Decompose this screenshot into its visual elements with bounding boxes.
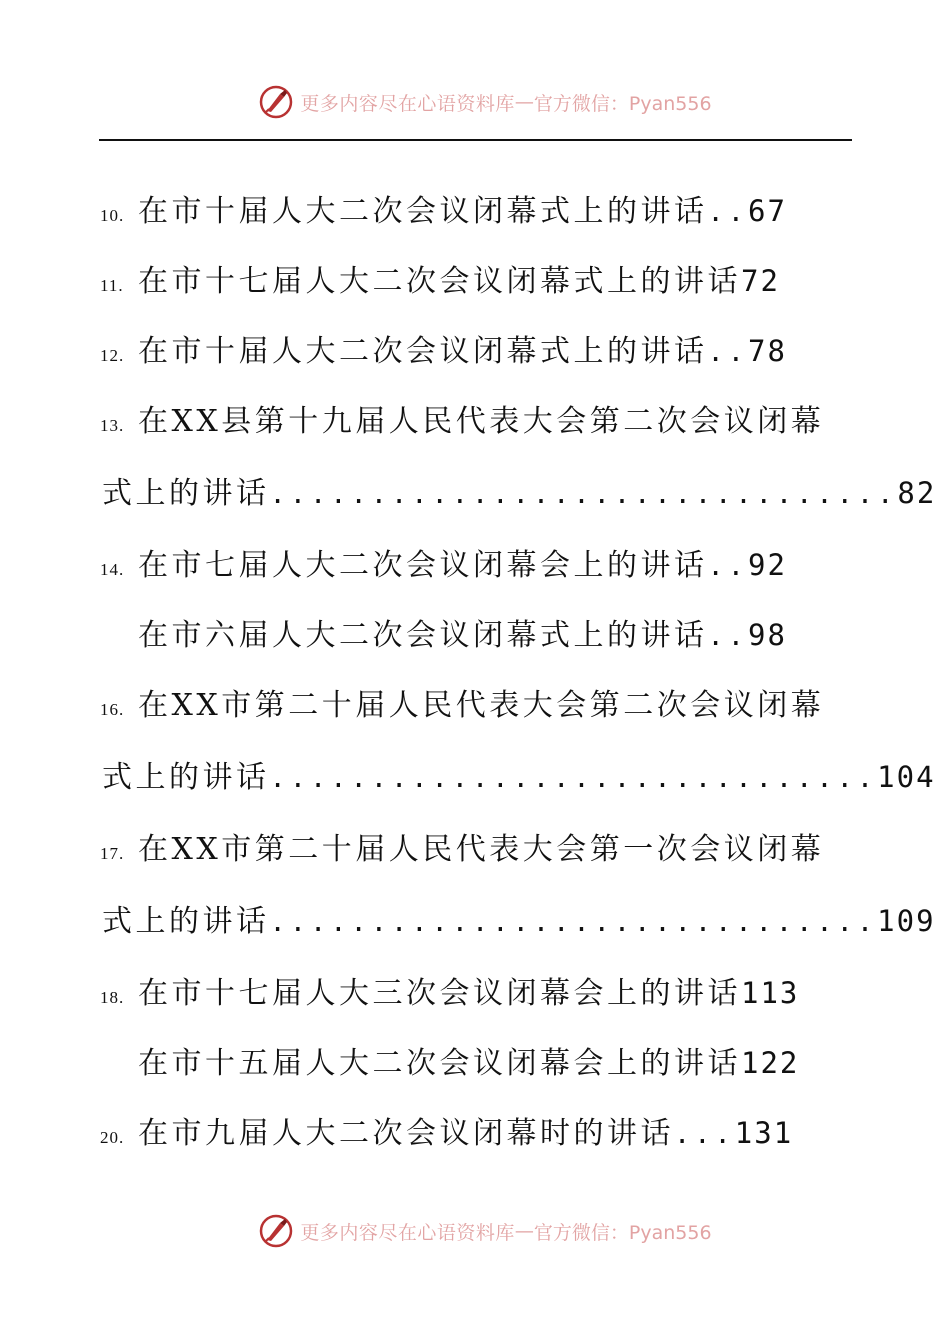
header-banner-content xyxy=(258,84,711,120)
toc-entry-leader: .. xyxy=(707,551,749,582)
footer-banner xyxy=(0,1209,950,1253)
header-banner-wechat: 官方微信：Pyan556 xyxy=(533,92,712,115)
toc-entry-page: 122 xyxy=(741,1046,800,1080)
toc-entry-page: 113 xyxy=(741,976,800,1010)
toc-entry-13[interactable] xyxy=(100,396,824,442)
header-banner-separator: — xyxy=(514,91,534,113)
header-banner-text: 更多内容尽在心语资料库 xyxy=(300,92,515,115)
toc-entry-10[interactable] xyxy=(100,186,787,232)
toc-entry-title: 在市十届人大二次会议闭幕式上的讲话 xyxy=(138,194,708,229)
footer-banner-separator: — xyxy=(514,1220,534,1242)
toc-entry-number: 20. xyxy=(100,1128,125,1147)
toc-entry-number: 13. xyxy=(100,416,125,435)
quill-logo-icon xyxy=(258,84,294,120)
toc-entry-leader: .. xyxy=(707,337,749,368)
toc-entry-title: 在市十五届人大二次会议闭幕会上的讲话 xyxy=(138,1046,741,1081)
toc-entry-11[interactable] xyxy=(100,256,780,302)
toc-entry-continuation: 式上的讲话 xyxy=(102,760,270,795)
toc-entry-number: 10. xyxy=(100,206,125,225)
toc-entry-title: 在XX县第十九届人民代表大会第二次会议闭幕 xyxy=(138,404,825,439)
toc-entry-leader: .. xyxy=(707,621,749,652)
toc-entry-title: 在市十届人大二次会议闭幕式上的讲话 xyxy=(138,334,708,369)
toc-entry-title: 在市九届人大二次会议闭幕时的讲话 xyxy=(138,1116,674,1151)
toc-entry-title: 在市十七届人大三次会议闭幕会上的讲话 xyxy=(138,976,741,1011)
toc-entry-page: 67 xyxy=(748,194,787,228)
toc-entry-16-continuation[interactable] xyxy=(102,752,936,798)
footer-banner-content xyxy=(258,1213,711,1249)
toc-entry-number: 12. xyxy=(100,346,125,365)
toc-entry-title: 在市十七届人大二次会议闭幕式上的讲话 xyxy=(138,264,741,299)
toc-entry-continuation: 式上的讲话 xyxy=(102,904,270,939)
footer-banner-wechat: 官方微信：Pyan556 xyxy=(533,1221,712,1244)
toc-entry-number: 18. xyxy=(100,988,125,1007)
toc-entry-16[interactable] xyxy=(100,680,824,726)
toc-entry-page: 72 xyxy=(741,264,780,298)
toc-entry-13-continuation[interactable] xyxy=(102,468,936,514)
toc-entry-page: 92 xyxy=(748,548,787,582)
header-rule xyxy=(99,139,852,141)
toc-entry-page: 131 xyxy=(734,1116,794,1150)
toc-entry-title: 在XX市第二十届人民代表大会第一次会议闭幕 xyxy=(138,832,825,867)
toc-entry-page: 98 xyxy=(748,618,787,652)
toc-entry-number: 16. xyxy=(100,700,125,719)
toc-entry-number: 14. xyxy=(100,560,125,579)
toc-entry-19[interactable] xyxy=(100,1038,799,1084)
quill-logo-icon xyxy=(258,1213,294,1249)
toc-entry-15[interactable] xyxy=(100,610,787,656)
footer-banner-text: 更多内容尽在心语资料库 xyxy=(300,1221,515,1244)
toc-entry-20[interactable] xyxy=(100,1108,793,1154)
toc-entry-page: 78 xyxy=(748,334,787,368)
toc-entry-title: 在市六届人大二次会议闭幕式上的讲话 xyxy=(138,618,708,653)
header-banner xyxy=(0,80,950,124)
toc-entry-leader: ... xyxy=(674,1119,735,1150)
toc-entry-page: 104 xyxy=(877,760,936,794)
toc-entry-number: 11. xyxy=(100,276,124,295)
toc-entry-18[interactable] xyxy=(100,968,799,1014)
toc-entry-leader: ............................... xyxy=(269,479,898,510)
toc-entry-title: 在XX市第二十届人民代表大会第二次会议闭幕 xyxy=(138,688,825,723)
toc-entry-page: 82 xyxy=(897,476,937,510)
toc-entry-14[interactable] xyxy=(100,540,787,586)
toc-entry-title: 在市七届人大二次会议闭幕会上的讲话 xyxy=(138,548,708,583)
toc-entry-page: 109 xyxy=(877,904,936,938)
toc-entry-number: 17. xyxy=(100,844,125,863)
toc-entry-continuation: 式上的讲话 xyxy=(102,476,270,511)
toc-entry-leader: .............................. xyxy=(269,763,878,794)
toc-entry-12[interactable] xyxy=(100,326,787,372)
toc-entry-17-continuation[interactable] xyxy=(102,896,936,942)
toc-entry-17[interactable] xyxy=(100,824,824,870)
toc-entry-leader: .. xyxy=(707,197,749,228)
toc-entry-leader: .............................. xyxy=(269,907,878,938)
